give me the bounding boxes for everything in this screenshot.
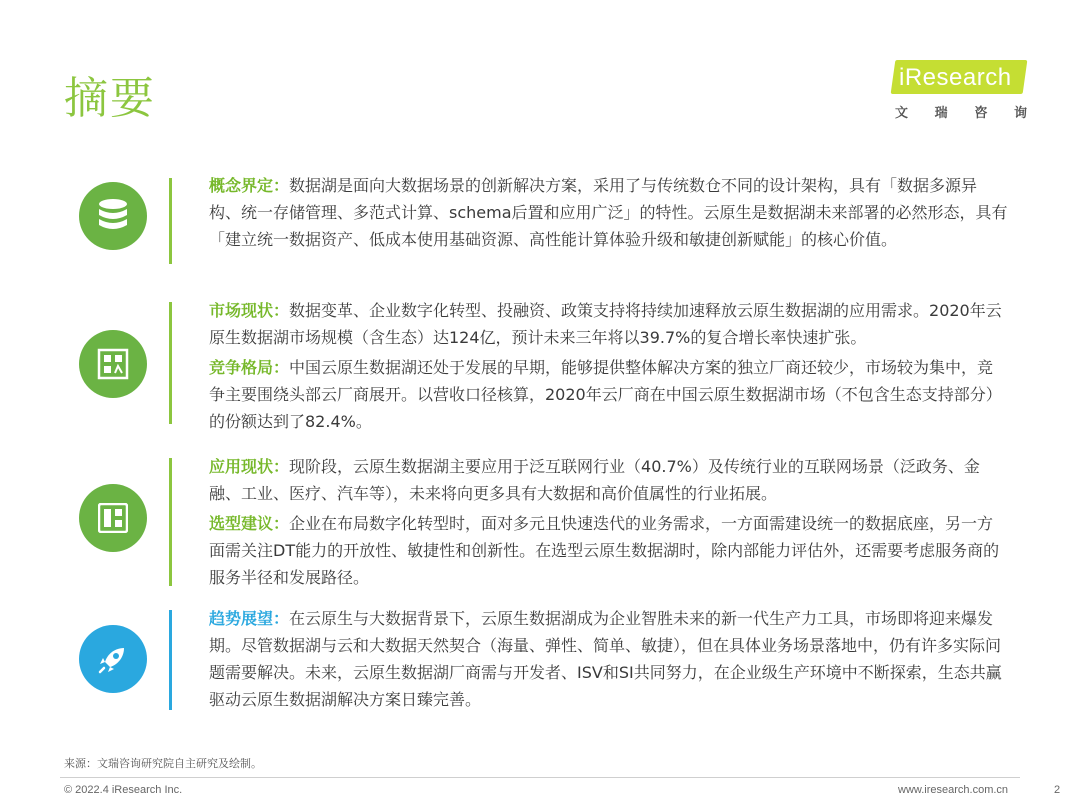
summary-paragraph bbox=[209, 510, 1009, 591]
logo-sub-char: 瑞 bbox=[934, 106, 948, 121]
summary-paragraph bbox=[209, 172, 1009, 253]
logo-sub-char: 询 bbox=[1013, 106, 1027, 121]
logo-text: iResearch bbox=[899, 64, 1012, 91]
section-divider bbox=[169, 302, 172, 424]
iresearch-logo bbox=[893, 58, 1028, 122]
paragraph-label: 趋势展望： bbox=[209, 609, 290, 628]
database-icon bbox=[79, 182, 147, 250]
footer-divider bbox=[60, 777, 1020, 778]
layout-panels-icon bbox=[79, 484, 147, 552]
summary-paragraph bbox=[209, 354, 1009, 435]
summary-paragraph bbox=[209, 605, 1009, 713]
rocket-icon bbox=[79, 625, 147, 693]
source-note: 来源：文瑞咨询研究院自主研究及绘制。 bbox=[64, 757, 262, 770]
paragraph-text: 中国云原生数据湖还处于发展的早期，能够提供整体解决方案的独立厂商还较少，市场较为集中，竞争主要围绕头部云厂商展开。以营收口径核算，2020年云厂商在中国云原生数据湖市场（不包含生态支持部分）的份额达到了82.4%。 bbox=[209, 358, 1002, 431]
summary-paragraph bbox=[209, 297, 1009, 351]
summary-paragraph bbox=[209, 453, 1009, 507]
paragraph-label: 市场现状： bbox=[209, 301, 290, 320]
section-divider bbox=[169, 458, 172, 586]
paragraph-text: 现阶段，云原生数据湖主要应用于泛互联网行业（40.7%）及传统行业的互联网场景（泛政务、金融、工业、医疗、汽车等），未来将向更多具有大数据和高价值属性的行业拓展。 bbox=[209, 457, 980, 503]
paragraph-label: 选型建议： bbox=[209, 514, 290, 533]
paragraph-label: 概念界定： bbox=[209, 176, 290, 195]
logo-sub-char: 咨 bbox=[974, 106, 988, 121]
paragraph-text: 企业在布局数字化转型时，面对多元且快速迭代的业务需求，一方面需建设统一的数据底座，另一方面需关注DT能力的开放性、敏捷性和创新性。在选型云原生数据湖时，除内部能力评估外，还需要考虑服务商的服务半径和发展路径。 bbox=[209, 514, 1000, 587]
paragraph-text: 在云原生与大数据背景下，云原生数据湖成为企业智胜未来的新一代生产力工具，市场即将迎来爆发期。尽管数据湖与云和大数据天然契合（海量、弹性、简单、敏捷），但在具体业务场景落地中，仍有许多实际问题需要解决。未来，云原生数据湖厂商需与开发者、ISV和SI共同努力，在企业级生产环境中不断探索，生态共赢驱动云原生数据湖解决方案日臻完善。 bbox=[209, 609, 1002, 709]
page-title: 摘要 bbox=[64, 73, 156, 124]
logo-subtitle bbox=[895, 102, 1027, 121]
website-link[interactable]: www.iresearch.com.cn bbox=[898, 784, 1009, 796]
section-divider bbox=[169, 178, 172, 264]
paragraph-text: 数据湖是面向大数据场景的创新解决方案，采用了与传统数仓不同的设计架构，具有「数据多源异构、统一存储管理、多范式计算、schema后置和应用广泛」的特性。云原生是数据湖未来部署的必然形态，具有「建立统一数据资产、低成本使用基础资源、高性能计算体验升级和敏捷创新赋能」的核心价值。 bbox=[209, 176, 1008, 249]
logo-sub-char: 文 bbox=[895, 106, 909, 121]
section-divider bbox=[169, 610, 172, 710]
copyright: © 2022.4 iResearch Inc. bbox=[64, 784, 183, 796]
paragraph-text: 数据变革、企业数字化转型、投融资、政策支持将持续加速释放云原生数据湖的应用需求。2020年云原生数据湖市场规模（含生态）达124亿，预计未来三年将以39.7%的复合增长率快速扩张。 bbox=[209, 301, 1002, 347]
paragraph-label: 竞争格局： bbox=[209, 358, 290, 377]
grid-chart-icon bbox=[79, 330, 147, 398]
page-number: 2 bbox=[1054, 784, 1061, 796]
paragraph-label: 应用现状： bbox=[209, 457, 290, 476]
